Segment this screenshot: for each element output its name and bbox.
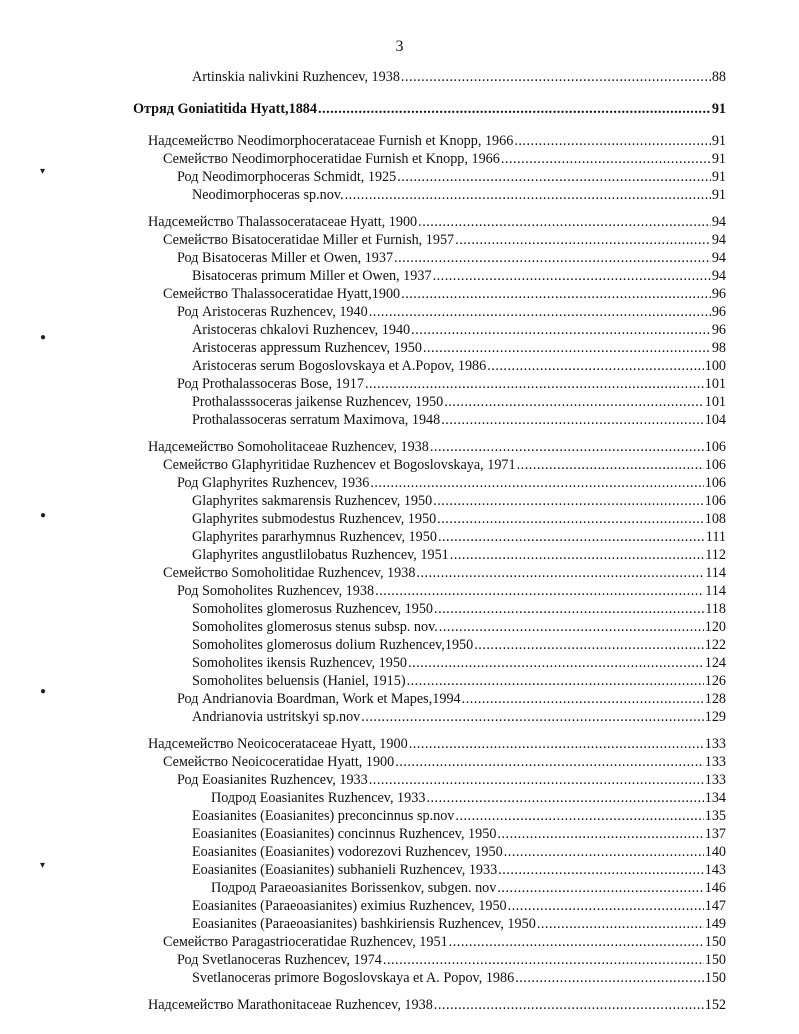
toc-entry-title: Eoasianites (Eoasianites) vodorezovi Ruzhencev, 1950 xyxy=(192,844,503,860)
toc-entry xyxy=(192,510,726,528)
toc-entry-page: 100 xyxy=(704,358,726,374)
toc-entry xyxy=(177,474,726,492)
toc-entry-title: Prothalasssoceras jaikense Ruzhencev, 1950 xyxy=(192,394,444,410)
toc-entry-page: 143 xyxy=(704,862,726,878)
dot-leader xyxy=(474,636,703,654)
toc-entry xyxy=(211,789,726,807)
dot-leader xyxy=(318,100,711,118)
toc-entry xyxy=(177,168,726,186)
dot-leader xyxy=(517,456,704,474)
toc-entry-title: Надсемейство Marathonitaceae Ruzhencev, 1938 xyxy=(148,997,433,1013)
toc-entry xyxy=(192,411,726,429)
toc-entry xyxy=(163,564,726,582)
toc-entry xyxy=(192,654,726,672)
toc-entry-title: Семейство Thalassoceratidae Hyatt,1900 xyxy=(163,286,401,302)
toc-entry-page: 124 xyxy=(704,655,726,671)
toc-entry-title: Aristoceras chkalovi Ruzhencev, 1940 xyxy=(192,322,411,338)
toc-entry-title: Glaphyrites pararhymnus Ruzhencev, 1950 xyxy=(192,529,437,545)
toc-entry xyxy=(163,456,726,474)
dot-leader xyxy=(365,375,704,393)
dot-leader xyxy=(434,600,704,618)
toc-entry-page: 106 xyxy=(704,439,726,455)
toc-entry-title: Andrianovia ustritskyi sp.nov xyxy=(192,709,361,725)
toc-entry xyxy=(177,375,726,393)
toc-entry xyxy=(192,321,726,339)
dot-leader xyxy=(426,789,703,807)
toc-entry-page: 98 xyxy=(711,340,726,356)
toc-entry-title: Somoholites glomerosus dolium Ruzhencev,1950 xyxy=(192,637,474,653)
dot-leader xyxy=(401,68,711,86)
dot-leader xyxy=(395,753,703,771)
dot-leader xyxy=(401,285,711,303)
toc-entry-page: 96 xyxy=(711,286,726,302)
toc-entry xyxy=(192,267,726,285)
dot-leader xyxy=(407,672,704,690)
dot-leader xyxy=(439,618,704,636)
dot-leader xyxy=(437,510,704,528)
toc-entry-page: 94 xyxy=(711,232,726,248)
toc-entry-page: 140 xyxy=(704,844,726,860)
dot-leader xyxy=(433,492,704,510)
binding-mark-1: ▾ xyxy=(40,166,46,177)
toc-entry-title: Род Svetlanoceras Ruzhencev, 1974 xyxy=(177,952,382,968)
toc-entry xyxy=(177,303,726,321)
toc-entry-page: 101 xyxy=(704,394,726,410)
toc-entry-title: Надсемейство Somoholitaceae Ruzhencev, 1938 xyxy=(148,439,429,455)
toc-entry-page: 133 xyxy=(704,772,726,788)
toc-entry-page: 88 xyxy=(711,69,726,85)
toc-entry xyxy=(192,969,726,987)
toc-entry xyxy=(177,771,726,789)
toc-entry-page: 106 xyxy=(704,475,726,491)
toc-entry xyxy=(192,600,726,618)
toc-entry-page: 137 xyxy=(704,826,726,842)
table-of-contents xyxy=(0,68,799,1014)
toc-entry-page: 94 xyxy=(711,250,726,266)
toc-entry xyxy=(163,933,726,951)
toc-entry-page: 104 xyxy=(704,412,726,428)
dot-leader xyxy=(450,546,704,564)
toc-entry xyxy=(192,897,726,915)
toc-entry xyxy=(177,690,726,708)
dot-leader xyxy=(408,654,704,672)
toc-entry-title: Надсемейство Neodimorphocerataceae Furnish et Knopp, 1966 xyxy=(148,133,514,149)
dot-leader xyxy=(418,213,711,231)
dot-leader xyxy=(462,690,704,708)
toc-entry-page: 134 xyxy=(704,790,726,806)
toc-entry xyxy=(148,132,726,150)
binding-mark-4: ● xyxy=(40,686,47,697)
dot-leader xyxy=(455,231,711,249)
toc-entry xyxy=(163,150,726,168)
dot-leader xyxy=(508,897,704,915)
toc-entry-page: 133 xyxy=(704,754,726,770)
toc-entry-title: Род Eoasianites Ruzhencev, 1933 xyxy=(177,772,368,788)
toc-entry-page: 129 xyxy=(704,709,726,725)
toc-entry-page: 94 xyxy=(711,268,726,284)
dot-leader xyxy=(369,771,704,789)
dot-leader xyxy=(433,267,711,285)
binding-mark-5: ▾ xyxy=(40,860,46,871)
toc-entry-title: Род Aristoceras Ruzhencev, 1940 xyxy=(177,304,368,320)
toc-entry xyxy=(192,861,726,879)
toc-entry-page: 106 xyxy=(704,493,726,509)
toc-entry-page: 91 xyxy=(711,187,726,203)
toc-entry-page: 146 xyxy=(704,880,726,896)
toc-entry-page: 128 xyxy=(704,691,726,707)
dot-leader xyxy=(497,825,703,843)
dot-leader xyxy=(497,879,703,897)
toc-entry-title: Семейство Glaphyritidae Ruzhencev et Bogoslovskaya, 1971 xyxy=(163,457,516,473)
toc-entry xyxy=(192,636,726,654)
dot-leader xyxy=(370,474,703,492)
toc-entry xyxy=(148,213,726,231)
toc-entry xyxy=(192,618,726,636)
section-gap xyxy=(0,726,799,735)
dot-leader xyxy=(369,303,711,321)
toc-entry-page: 96 xyxy=(711,322,726,338)
toc-entry-title: Artinskia nalivkini Ruzhencev, 1938 xyxy=(192,69,400,85)
toc-entry xyxy=(192,492,726,510)
toc-entry-title: Somoholites beluensis (Haniel, 1915) xyxy=(192,673,406,689)
toc-entry xyxy=(177,951,726,969)
toc-entry xyxy=(192,807,726,825)
dot-leader xyxy=(455,807,703,825)
dot-leader xyxy=(501,150,711,168)
toc-entry-title: Род Bisatoceras Miller et Owen, 1937 xyxy=(177,250,394,266)
dot-leader xyxy=(441,411,703,429)
dot-leader xyxy=(383,951,704,969)
toc-entry xyxy=(192,339,726,357)
dot-leader xyxy=(416,564,704,582)
toc-entry xyxy=(192,708,726,726)
toc-entry-title: Neodimorphoceras sp.nov. xyxy=(192,187,344,203)
toc-entry-title: Род Andrianovia Boardman, Work et Mapes,1994 xyxy=(177,691,461,707)
section-gap xyxy=(0,987,799,996)
toc-entry xyxy=(192,393,726,411)
toc-entry-title: Prothalassoceras serratum Maximova, 1948 xyxy=(192,412,441,428)
dot-leader xyxy=(444,393,703,411)
toc-entry-title: Glaphyrites submodestus Ruzhencev, 1950 xyxy=(192,511,437,527)
dot-leader xyxy=(438,528,705,546)
toc-entry-page: 114 xyxy=(705,565,726,581)
toc-entry-title: Семейство Neodimorphoceratidae Furnish et Knopp, 1966 xyxy=(163,151,500,167)
toc-entry-title: Семейство Paragastrioceratidae Ruzhencev, 1951 xyxy=(163,934,448,950)
binding-mark-2: ● xyxy=(40,332,47,343)
toc-entry-page: 108 xyxy=(704,511,726,527)
toc-entry-title: Семейство Neoicoceratidae Hyatt, 1900 xyxy=(163,754,395,770)
dot-leader xyxy=(514,132,710,150)
dot-leader xyxy=(515,969,704,987)
toc-entry xyxy=(211,879,726,897)
toc-entry-title: Aristoceras serum Bogoslovskaya et A.Popov, 1986 xyxy=(192,358,487,374)
toc-entry-page: 96 xyxy=(711,304,726,320)
toc-entry xyxy=(192,825,726,843)
dot-leader xyxy=(411,321,711,339)
section-gap xyxy=(0,118,799,132)
toc-entry-page: 91 xyxy=(711,101,726,117)
toc-entry-title: Род Prothalassoceras Bose, 1917 xyxy=(177,376,364,392)
toc-entry-page: 106 xyxy=(704,457,726,473)
toc-entry-title: Eoasianites (Eoasianites) concinnus Ruzhencev, 1950 xyxy=(192,826,497,842)
dot-leader xyxy=(504,843,704,861)
section-gap xyxy=(0,204,799,213)
toc-entry xyxy=(192,528,726,546)
dot-leader xyxy=(397,168,711,186)
toc-entry xyxy=(177,249,726,267)
toc-entry-page: 122 xyxy=(704,637,726,653)
page-number: 3 xyxy=(395,38,404,55)
toc-entry xyxy=(192,843,726,861)
toc-entry-page: 94 xyxy=(711,214,726,230)
dot-leader xyxy=(345,186,711,204)
toc-entry xyxy=(163,753,726,771)
binding-mark-3: ● xyxy=(40,510,47,521)
toc-entry-page: 152 xyxy=(704,997,726,1013)
dot-leader xyxy=(409,735,704,753)
section-gap xyxy=(0,86,799,100)
toc-entry-page: 150 xyxy=(704,952,726,968)
toc-entry-title: Семейство Somoholitidae Ruzhencev, 1938 xyxy=(163,565,416,581)
toc-entry-page: 91 xyxy=(711,151,726,167)
toc-entry xyxy=(192,546,726,564)
toc-entry-page: 133 xyxy=(704,736,726,752)
dot-leader xyxy=(394,249,711,267)
section-gap xyxy=(0,429,799,438)
toc-entry-title: Надсемейство Neoicocerataceae Hyatt, 1900 xyxy=(148,736,408,752)
toc-entry-title: Eoasianites (Eoasianites) preconcinnus sp.nov xyxy=(192,808,455,824)
toc-entry-title: Somoholites glomerosus Ruzhencev, 1950 xyxy=(192,601,434,617)
toc-entry-title: Somoholites ikensis Ruzhencev, 1950 xyxy=(192,655,408,671)
toc-entry-title: Отряд Goniatitida Hyatt,1884 xyxy=(133,101,317,117)
toc-entry xyxy=(133,100,726,118)
toc-entry-title: Svetlanoceras primore Bogoslovskaya et A. Popov, 1986 xyxy=(192,970,515,986)
toc-entry xyxy=(192,68,726,86)
toc-entry-title: Род Neodimorphoceras Schmidt, 1925 xyxy=(177,169,397,185)
toc-entry-title: Eoasianites (Paraeoasianites) bashkiriensis Ruzhencev, 1950 xyxy=(192,916,536,932)
toc-entry xyxy=(148,735,726,753)
toc-entry-page: 126 xyxy=(704,673,726,689)
toc-entry-page: 135 xyxy=(704,808,726,824)
toc-entry-title: Род Somoholites Ruzhencev, 1938 xyxy=(177,583,375,599)
dot-leader xyxy=(430,438,704,456)
toc-entry-page: 120 xyxy=(704,619,726,635)
toc-entry-title: Somoholites glomerosus stenus subsp. nov. xyxy=(192,619,438,635)
toc-entry-page: 118 xyxy=(705,601,726,617)
toc-entry-title: Надсемейство Thalassocerataceae Hyatt, 1900 xyxy=(148,214,418,230)
toc-entry xyxy=(148,996,726,1014)
toc-entry-title: Eoasianites (Eoasianites) subhanieli Ruzhencev, 1933 xyxy=(192,862,498,878)
toc-entry-title: Eoasianites (Paraeoasianites) eximius Ruzhencev, 1950 xyxy=(192,898,507,914)
toc-entry-title: Подрод Eoasianites Ruzhencev, 1933 xyxy=(211,790,426,806)
toc-entry-page: 150 xyxy=(704,934,726,950)
toc-entry-title: Семейство Bisatoceratidae Miller et Furnish, 1957 xyxy=(163,232,455,248)
dot-leader xyxy=(498,861,704,879)
toc-entry-page: 149 xyxy=(704,916,726,932)
toc-entry xyxy=(192,357,726,375)
toc-entry-title: Glaphyrites angustlilobatus Ruzhencev, 1951 xyxy=(192,547,449,563)
toc-entry-page: 147 xyxy=(704,898,726,914)
dot-leader xyxy=(487,357,703,375)
toc-entry xyxy=(192,186,726,204)
toc-entry xyxy=(177,582,726,600)
dot-leader xyxy=(375,582,704,600)
toc-entry-page: 112 xyxy=(705,547,726,563)
toc-entry-page: 114 xyxy=(705,583,726,599)
dot-leader xyxy=(361,708,703,726)
toc-entry-title: Glaphyrites sakmarensis Ruzhencev, 1950 xyxy=(192,493,433,509)
toc-entry-title: Подрод Paraeoasianites Borissenkov, subgen. nov xyxy=(211,880,497,896)
toc-entry xyxy=(163,285,726,303)
toc-entry xyxy=(192,672,726,690)
dot-leader xyxy=(449,933,704,951)
toc-entry-page: 101 xyxy=(704,376,726,392)
toc-entry-page: 150 xyxy=(704,970,726,986)
toc-entry xyxy=(163,231,726,249)
toc-entry xyxy=(192,915,726,933)
toc-entry-title: Род Glaphyrites Ruzhencev, 1936 xyxy=(177,475,370,491)
dot-leader xyxy=(537,915,704,933)
toc-entry-page: 111 xyxy=(705,529,726,545)
toc-entry-page: 91 xyxy=(711,169,726,185)
toc-entry-title: Aristoceras appressum Ruzhencev, 1950 xyxy=(192,340,422,356)
dot-leader xyxy=(423,339,711,357)
toc-entry-page: 91 xyxy=(711,133,726,149)
dot-leader xyxy=(434,996,704,1014)
toc-entry-title: Bisatoceras primum Miller et Owen, 1937 xyxy=(192,268,432,284)
toc-entry xyxy=(148,438,726,456)
